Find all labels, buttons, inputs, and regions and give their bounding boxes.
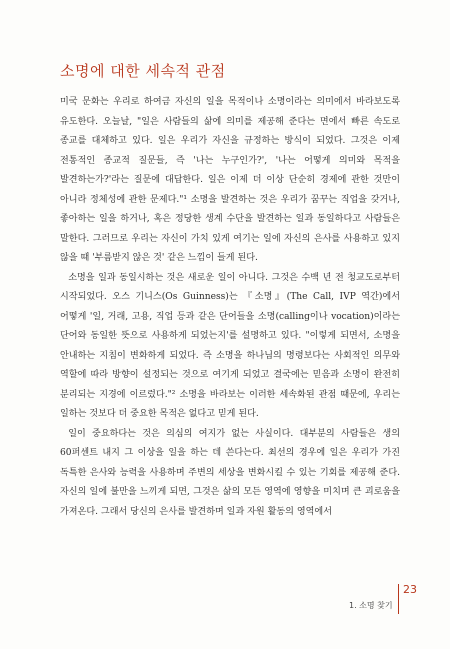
body-text: [60, 93, 400, 522]
page-number: 23: [403, 583, 417, 596]
section-title: 소명에 대한 세속적 관점: [60, 62, 226, 80]
running-footer-chapter: 1. 소명 찾기: [349, 601, 393, 610]
paragraph: 미국 문화는 우리로 하여금 자신의 일을 목적이나 소명이라는 의미에서 바라보도록 유도한다. 오늘날, "일은 사람들의 삶에 의미를 제공해 준다는 면에서 빠른 속도로 종교를 대체하고 있다. 일은 우리가 자신을 규정하는 방식이 되었다. 그것은 이제 전통적인 종교적 질문들, 즉 '나는 누구인가?', '나는 어떻게 의미와 목적을 발견하는가?'라는 질문에 대답한다. 일은 이제 더 이상 단순히 경제에 관한 것만이 아니라 정체성에 관한 문제다."¹ 소명을 발견하는 것은 우리가 꿈꾸는 직업을 갖거나, 좋아하는 일을 하거나, 혹은 정당한 생계 수단을 발견하는 일과 동일하다고 사람들은 말한다. 그러므로 우리는 자신이 가치 있게 여기는 일에 자신의 은사를 사용하고 있지 않을 때 '부름받지 않은 것' 같은 느낌이 들게 된다.: [60, 97, 400, 263]
footer-divider: [398, 584, 399, 614]
paragraph: 일이 중요하다는 것은 의심의 여지가 없는 사실이다. 대부분의 사람들은 생의 60퍼센트 내지 그 이상을 일을 하는 데 쓴다는다. 최선의 경우에 일은 우리가 가진 독특한 은사와 능력을 사용하며 주변의 세상을 변화시킬 수 있는 기회를 제공해 준다. 자신의 일에 불만을 느끼게 되면, 그것은 삶의 모든 영역에 영향을 미치며 큰 괴로움을 가져온다. 그래서 당신의 은사를 발견하며 일과 자원 활동의 영역에서: [60, 428, 400, 517]
paragraph: 소명을 일과 동일시하는 것은 새로운 일이 아니다. 그것은 수백 년 전 청교도로부터 시작되었다. 오스 기니스(Os Guinness)는 『소명』(The Call, IVP 역간)에서 어떻게 '일, 거래, 고용, 직업 등과 같은 단어들을 소명(calling이나 vocation)이라는 단어와 동일한 뜻으로 사용하게 되었는지'를 설명하고 있다. "이렇게 되면서, 소명을 안내하는 지침이 변화하게 되었다. 즉 소명을 하나님의 명령보다는 사회적인 의무와 역할에 따라 방향이 설정되는 것으로 여기게 되었고 결국에는 믿음과 소명이 완전히 분리되는 지경에 이르렀다."² 소명을 바라보는 이러한 세속화된 관점 때문에, 우리는 일하는 것보다 더 중요한 목적은 없다고 믿게 된다.: [60, 272, 400, 419]
